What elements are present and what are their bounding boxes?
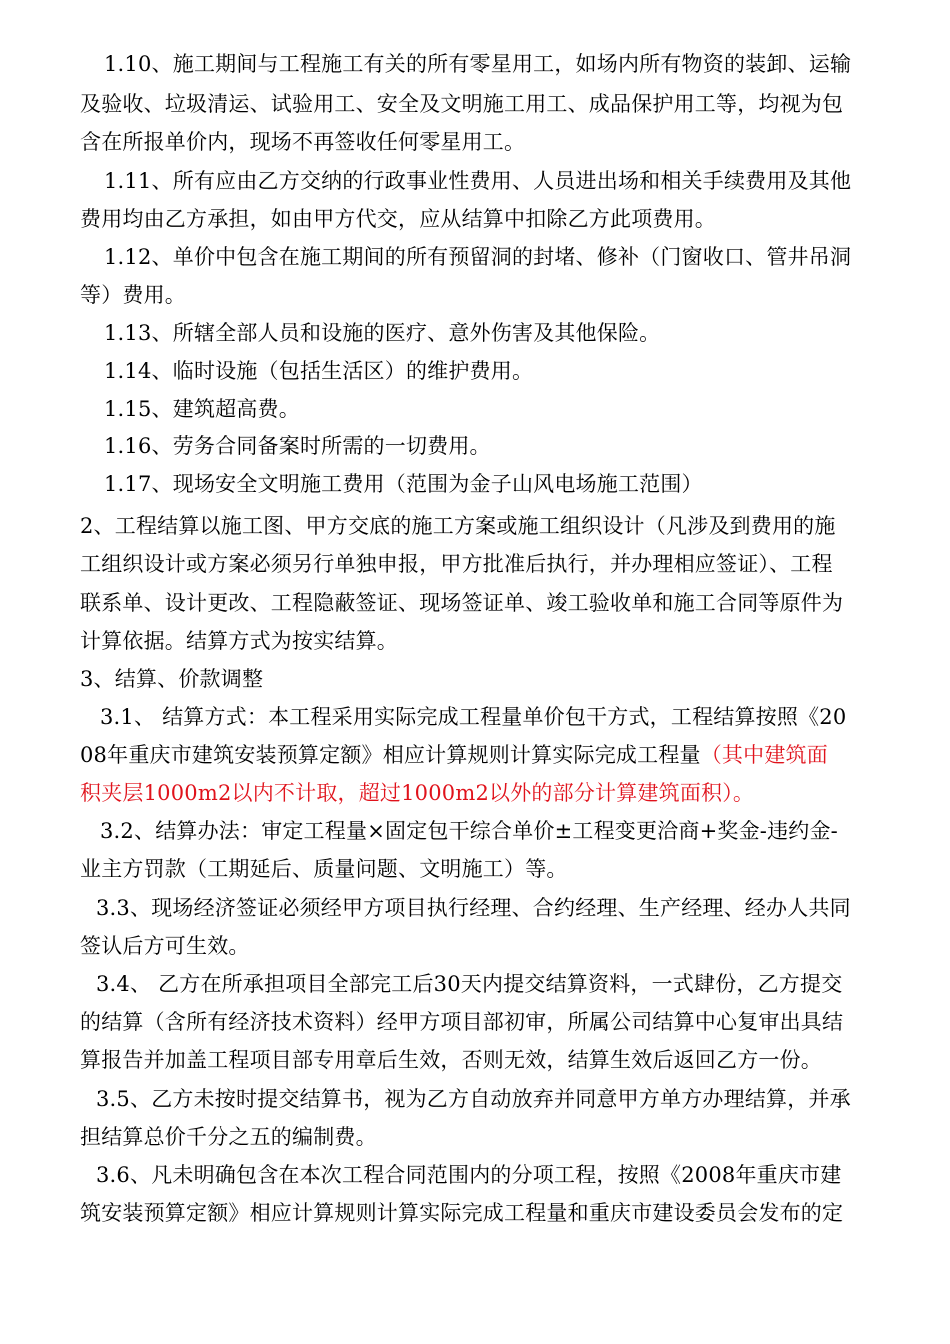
- clause-1-10-line-1: 1.10、施工期间与工程施工有关的所有零星用工，如场内所有物资的装卸、运输: [104, 52, 852, 76]
- clause-3-6-line-1: 3.6、凡未明确包含在本次工程合同范围内的分项工程，按照《2008年重庆市建: [96, 1163, 842, 1187]
- clause-1-17: 1.17、现场安全文明施工费用（范围为金子山风电场施工范围）: [104, 472, 703, 496]
- clause-3-1-line-2: [80, 741, 828, 769]
- clause-3-5-line-2: 担结算总价千分之五的编制费。: [80, 1125, 377, 1149]
- clause-1-10-line-3: 含在所报单价内，现场不再签收任何零星用工。: [80, 130, 526, 154]
- clause-3-5-line-1: 3.5、乙方未按时提交结算书，视为乙方自动放弃并同意甲方单方办理结算，并承: [96, 1087, 851, 1111]
- section-3-heading: 3、结算、价款调整: [80, 667, 264, 691]
- clause-2-line-3: 联系单、设计更改、工程隐蔽签证、现场签证单、竣工验收单和施工合同等原件为: [80, 591, 844, 615]
- clause-3-2-line-1: 3.2、结算办法：审定工程量×固定包干综合单价±工程变更洽商+奖金-违约金-: [100, 819, 838, 843]
- clause-3-1-line-2-text: 08年重庆市建筑安装预算定额》相应计算规则计算实际完成工程量: [80, 743, 701, 767]
- clause-3-1-line-3: 积夹层1000m2以内不计取，超过1000m2以外的部分计算建筑面积）。: [80, 781, 755, 805]
- clause-1-11-line-2: 费用均由乙方承担，如由甲方代交，应从结算中扣除乙方此项费用。: [80, 207, 716, 231]
- clause-1-13: 1.13、所辖全部人员和设施的医疗、意外伤害及其他保险。: [104, 321, 661, 345]
- clause-1-11-line-1: 1.11、所有应由乙方交纳的行政事业性费用、人员进出场和相关手续费用及其他: [104, 169, 852, 193]
- clause-1-12-line-1: 1.12、单价中包含在施工期间的所有预留洞的封堵、修补（门窗收口、管井吊洞: [104, 245, 852, 269]
- clause-1-12-line-2: 等）费用。: [80, 283, 186, 307]
- clause-2-line-4: 计算依据。结算方式为按实结算。: [80, 629, 398, 653]
- clause-1-15: 1.15、建筑超高费。: [104, 397, 300, 421]
- clause-2-line-2: 工组织设计或方案必须另行单独申报，甲方批准后执行，并办理相应签证）、工程: [80, 552, 833, 576]
- clause-2-line-1: 2、工程结算以施工图、甲方交底的施工方案或施工组织设计（凡涉及到费用的施: [80, 514, 836, 538]
- highlighted-red-text: （其中建筑面: [700, 743, 828, 767]
- clause-3-1-line-1: 3.1、 结算方式：本工程采用实际完成工程量单价包干方式，工程结算按照《20: [100, 705, 847, 729]
- clause-3-2-line-2: 业主方罚款（工期延后、质量问题、文明施工）等。: [80, 857, 568, 881]
- clause-1-10-line-2: 及验收、垃圾清运、试验用工、安全及文明施工用工、成品保护用工等，均视为包: [80, 92, 844, 116]
- clause-3-4-line-3: 算报告并加盖工程项目部专用章后生效，否则无效，结算生效后返回乙方一份。: [80, 1048, 822, 1072]
- clause-3-6-line-2: 筑安装预算定额》相应计算规则计算实际完成工程量和重庆市建设委员会发布的定: [80, 1201, 844, 1225]
- clause-3-3-line-1: 3.3、现场经济签证必须经甲方项目执行经理、合约经理、生产经理、经办人共同: [96, 896, 851, 920]
- clause-3-4-line-2: 的结算（含所有经济技术资料）经甲方项目部初审，所属公司结算中心复审出具结: [80, 1010, 844, 1034]
- clause-1-16: 1.16、劳务合同备案时所需的一切费用。: [104, 434, 491, 458]
- clause-3-3-line-2: 签认后方可生效。: [80, 934, 250, 958]
- clause-3-4-line-1: 3.4、 乙方在所承担项目全部完工后30天内提交结算资料，一式肆份，乙方提交: [96, 972, 843, 996]
- clause-1-14: 1.14、临时设施（包括生活区）的维护费用。: [104, 359, 534, 383]
